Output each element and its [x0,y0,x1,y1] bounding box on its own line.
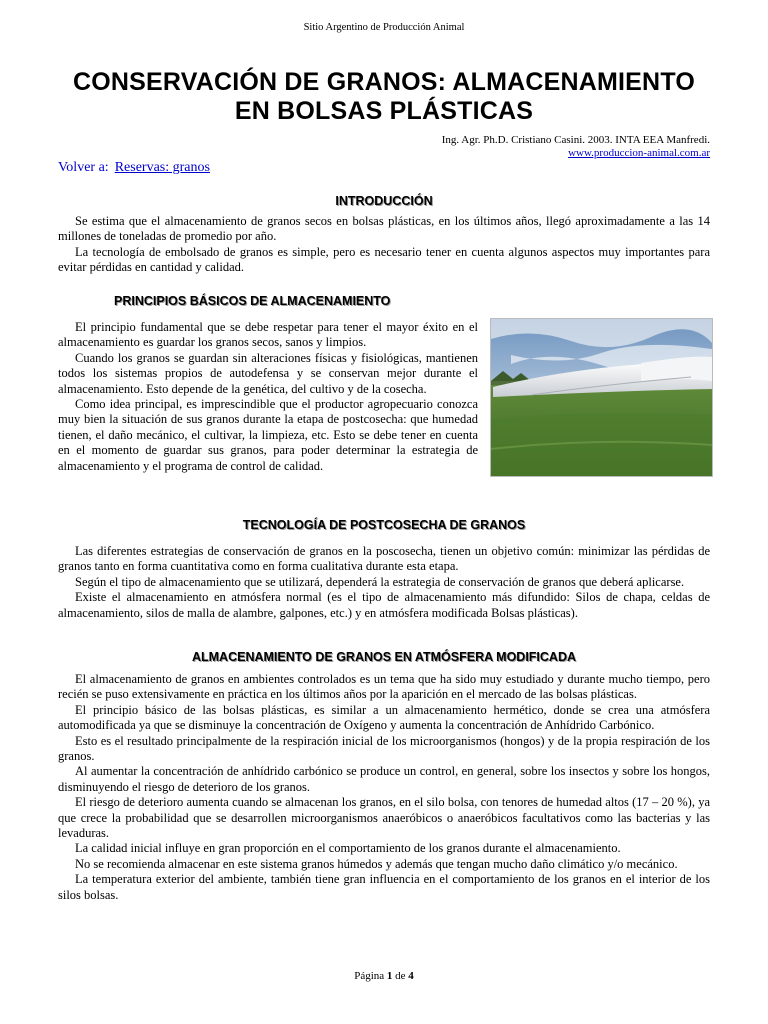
paragraph: La temperatura exterior del ambiente, también tiene gran influencia en el comportamiento de los granos en el interior de los silos bolsas. [58,872,710,902]
paragraph: No se recomienda almacenar en este sistema granos húmedos y además que tengan mucho daño climático y/o mecánico. [75,856,678,871]
heading-introduccion: INTRODUCCIÓN [335,194,433,208]
footer-prefix: Página [354,970,385,982]
section-introduccion [58,214,710,276]
author-line: Ing. Agr. Ph.D. Cristiano Casini. 2003. INTA EEA Manfredi. [441,134,710,146]
paragraph: Esto es el resultado principalmente de la respiración inicial de los microorganismos (hongos) y de la propia respiración de los granos. [58,733,710,764]
heading-atmosfera-modificada: ALMACENAMIENTO DE GRANOS EN ATMÓSFERA MODIFICADA [191,650,577,664]
website-link[interactable]: www.produccion-animal.com.ar [568,147,710,159]
paragraph: Se estima que el almacenamiento de granos secos en bolsas plásticas, en los últimos años, llegó aproximadamente a las 14 millones de toneladas de promedio por año. [58,214,710,244]
section-tecnologia [58,544,710,621]
author-block [442,134,710,160]
paragraph: El riesgo de deterioro aumenta cuando se almacenan los granos, en el silo bolsa, con tenores de humedad altos (17 – 20 %), ya que crece la probabilidad que se desarrollen microorganismos anaeróbicos o anaeróbicos facultativos como las bacterias y las levaduras. [58,795,710,841]
back-prefix: Volver a: [58,160,109,175]
title-line-2: EN BOLSAS PLÁSTICAS [234,97,534,125]
paragraph: Como idea principal, es imprescindible que el productor agropecuario conozca muy bien la situación de sus granos durante la etapa de postcosecha: que humedad tienen, el daño mecánico, el cultivar, la limpieza, etc. Esto se debe tener en cuenta en el momento de guardar sus granos, para poder determinar la estrategia de almacenamiento y el programa de control de calidad. [58,397,478,473]
back-navigation [58,160,210,176]
back-link-reservas-granos[interactable]: Reservas: granos [114,160,210,175]
paragraph: El principio básico de las bolsas plásticas, es similar a un almacenamiento hermético, donde se crea una atmósfera automodificada ya que se disminuye la concentración de Oxígeno y aumenta la concentración de Anhídrido Carbónico. [58,702,710,733]
section-atmosfera-modificada [58,672,710,903]
document-title [40,68,728,126]
heading-principios: PRINCIPIOS BÁSICOS DE ALMACENAMIENTO [114,294,391,308]
silo-bags-photo [490,318,713,477]
footer-page-total: 4 [408,970,414,982]
paragraph: El principio fundamental que se debe respetar para tener el mayor éxito en el almacenamiento es guardar los granos secos, sanos y limpios. [58,320,478,350]
paragraph: La calidad inicial influye en gran proporción en el comportamiento de los granos durante el almacenamiento. [75,841,621,856]
page-footer [0,970,768,982]
site-header: Sitio Argentino de Producción Animal [303,22,465,33]
paragraph: Cuando los granos se guardan sin alteraciones físicas y fisiológicas, mantienen todos los sistemas propios de autodefensa y se conservan mejor durante el almacenamiento. Esto depende de la genética, del cultivo y de la cosecha. [58,350,478,396]
section-principios [58,320,478,474]
title-line-1: CONSERVACIÓN DE GRANOS: ALMACENAMIENTO [73,68,695,96]
silo-bags-image [491,319,712,476]
paragraph: El almacenamiento de granos en ambientes controlados es un tema que ha sido muy estudiado y durante mucho tiempo, pero recién se puso extensivamente en práctica en los últimos años por la aparición en el mercado de las bolsas plásticas. [58,672,710,702]
footer-page-number: 1 [386,970,393,982]
paragraph: Al aumentar la concentración de anhídrido carbónico se produce un control, en general, sobre los insectos y sobre los hongos, disminuyendo el riesgo de deterioro de los granos. [58,764,710,794]
footer-middle: de [395,970,406,982]
heading-tecnologia: TECNOLOGÍA DE POSTCOSECHA DE GRANOS [242,518,526,532]
paragraph: La tecnología de embolsado de granos es simple, pero es necesario tener en cuenta algunos aspectos muy importantes para evitar pérdidas en cantidad y calidad. [58,244,710,275]
paragraph: Las diferentes estrategias de conservación de granos en la poscosecha, tienen un objetivo común: minimizar las pérdidas de granos tanto en forma cuantitativa como en forma cualitativa durante esta etapa. [58,544,710,574]
paragraph: Existe el almacenamiento en atmósfera normal (es el tipo de almacenamiento más difundido: Silos de chapa, celdas de almacenamiento, silos de malla de alambre, galpones, etc.) y en atmósfera modificada Bolsas plásticas). [58,590,710,620]
paragraph: Según el tipo de almacenamiento que se utilizará, dependerá la estrategia de conservación de granos que deberá aplicarse. [75,574,685,589]
